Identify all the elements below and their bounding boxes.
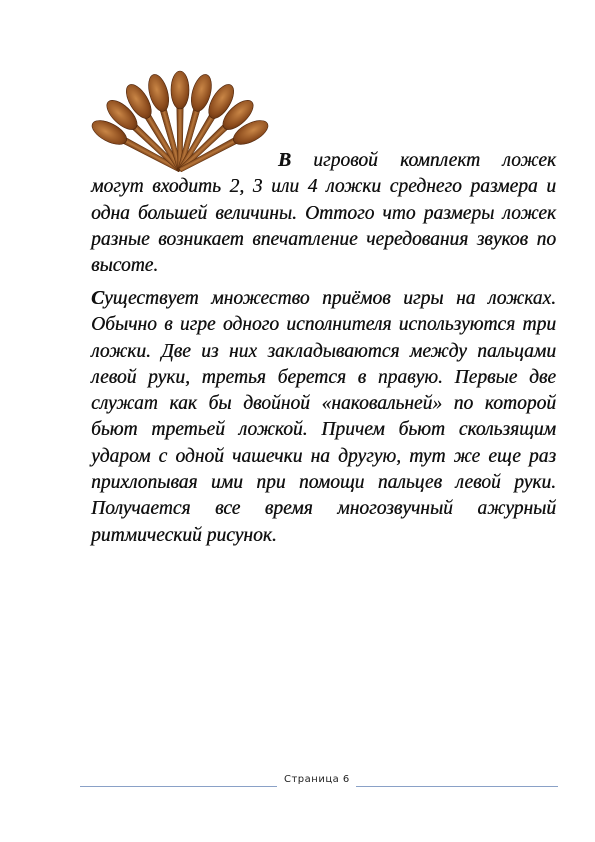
page-number: Страница 6 (284, 774, 350, 785)
paragraph-2 (91, 286, 556, 549)
paragraph-1-text: игровой комплект ложек могут входить 2, 3 или 4 ложки среднего размера и одна большей величины. Оттого что размеры ложек разные возникает впечатление чередования звуков по высоте. (91, 150, 556, 277)
paragraph-2-text: уществует множество приёмов игры на ложках. Обычно в игре одного исполнителя используются три ложки. Две из них закладываются между пальцами левой руки, третья берется в правую. Первые две служат как бы двойной «наковальней» по которой бьют третьей ложкой. Причем бьют скользящим ударом с одной чашечки на другую, тут же еще раз прихлопывая ими при помощи пальцев левой руки. Получается все время многозвучный ажурный ритмический рисунок. (91, 288, 556, 546)
paragraph-1 (91, 148, 556, 279)
footer-rule-left (80, 786, 277, 787)
paragraph-1-lead: В (278, 150, 292, 171)
paragraph-2-lead: С (91, 288, 105, 309)
footer-rule-right (356, 786, 558, 787)
